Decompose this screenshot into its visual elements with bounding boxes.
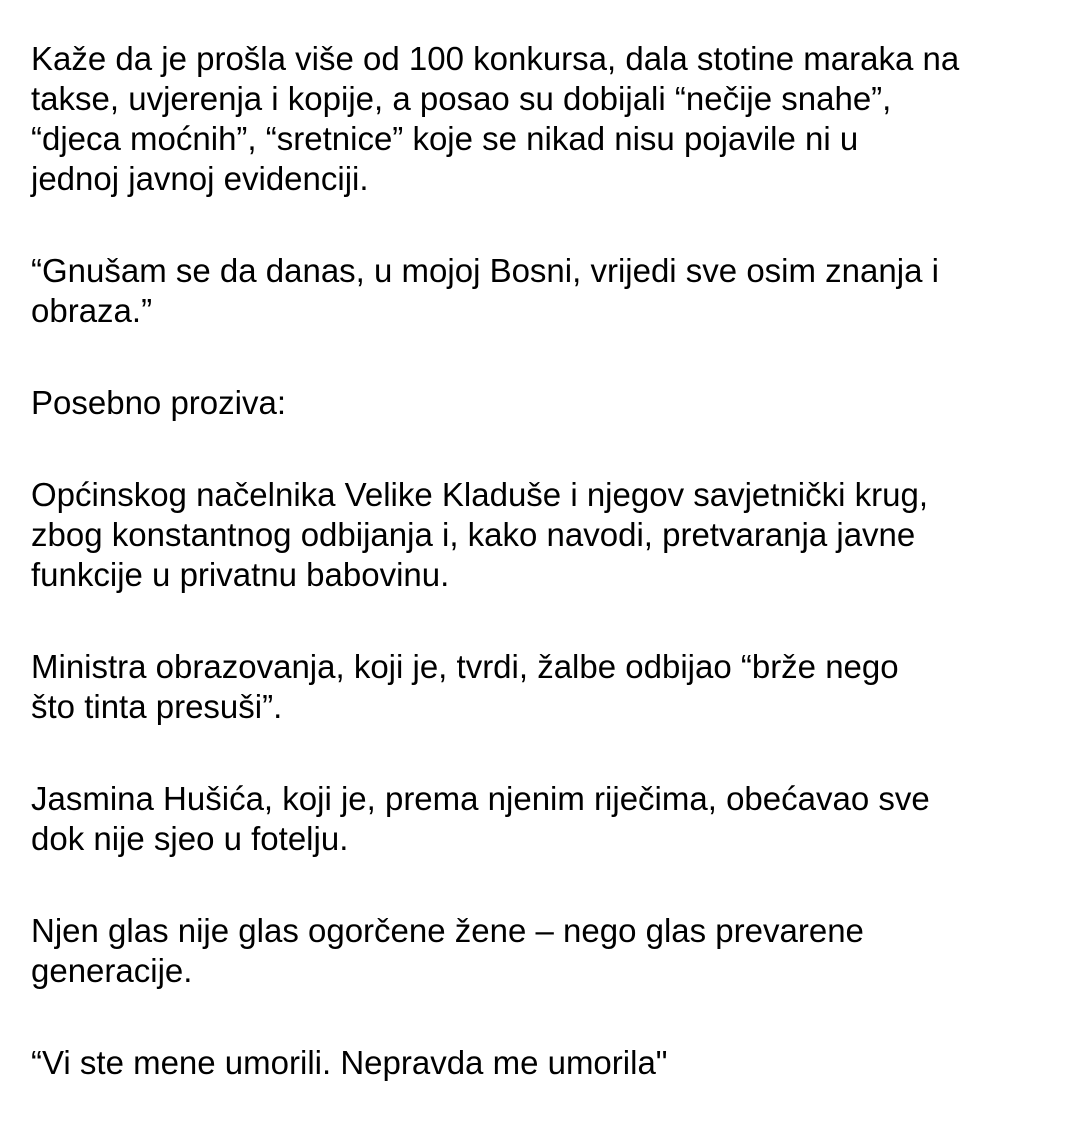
- paragraph-ministar: [31, 647, 1061, 727]
- paragraph-nacelnik: [31, 475, 1061, 595]
- text-line: jednoj javnoj evidenciji.: [31, 160, 369, 197]
- text-line: Posebno proziva:: [31, 384, 286, 421]
- text-line: generacije.: [31, 952, 193, 989]
- text-line: što tinta presuši”.: [31, 688, 283, 725]
- text-line: funkcije u privatnu babovinu.: [31, 556, 450, 593]
- text-line: Ministra obrazovanja, koji je, tvrdi, žalbe odbijao “brže nego: [31, 648, 899, 685]
- text-line: “Gnušam se da danas, u mojoj Bosni, vrijedi sve osim znanja i: [31, 252, 939, 289]
- text-line: obraza.”: [31, 292, 153, 329]
- paragraph-quote-bosna: [31, 251, 1061, 331]
- text-line: takse, uvjerenja i kopije, a posao su dobijali “nečije snahe”,: [31, 80, 892, 117]
- text-line: Njen glas nije glas ogorčene žene – nego glas prevarene: [31, 912, 864, 949]
- text-line: “Vi ste mene umorili. Nepravda me umorila": [31, 1044, 668, 1081]
- paragraph-posebno-proziva: [31, 383, 1061, 423]
- post-text-body: [31, 39, 1061, 1135]
- paragraph-final-quote: [31, 1043, 1061, 1083]
- paragraph-glas: [31, 911, 1061, 991]
- text-line: Jasmina Hušića, koji je, prema njenim riječima, obećavao sve: [31, 780, 930, 817]
- text-line: “djeca moćnih”, “sretnice” koje se nikad nisu pojavile ni u: [31, 120, 859, 157]
- paragraph-husic: [31, 779, 1061, 859]
- text-line: zbog konstantnog odbijanja i, kako navodi, pretvaranja javne: [31, 516, 916, 553]
- text-line: Kaže da je prošla više od 100 konkursa, dala stotine maraka na: [31, 40, 960, 77]
- text-line: Općinskog načelnika Velike Kladuše i njegov savjetnički krug,: [31, 476, 928, 513]
- text-line: dok nije sjeo u fotelju.: [31, 820, 349, 857]
- paragraph-konkursi: [31, 39, 1061, 199]
